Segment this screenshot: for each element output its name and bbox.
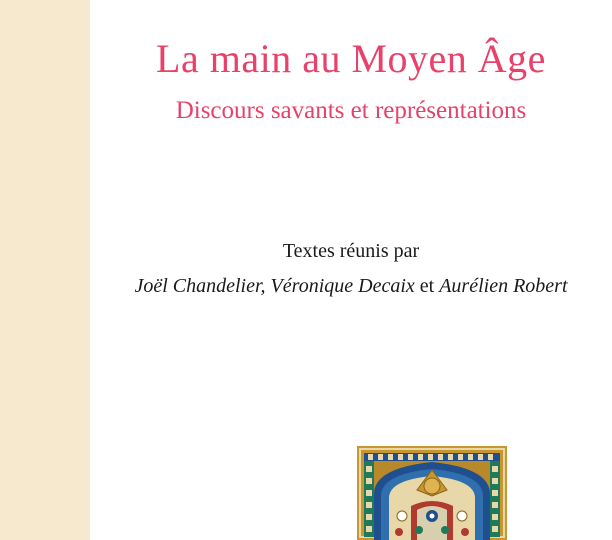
editors-block — [90, 238, 612, 300]
page-subtitle: Discours savants et représentations — [175, 97, 527, 124]
cover-left-color-band — [0, 0, 90, 540]
cover-content — [90, 0, 612, 540]
illuminated-manuscript-medallion-icon — [357, 446, 507, 540]
editors-names — [90, 273, 612, 300]
editors-intro-label: Textes réunis par — [282, 240, 420, 262]
editor-names-last: Aurélien Robert — [439, 275, 568, 297]
editor-names-first-group: Joël Chandelier, Véronique Decaix — [134, 275, 415, 297]
editor-names-conjunction: et — [414, 275, 440, 297]
page-title: La main au Moyen Âge — [156, 36, 546, 81]
